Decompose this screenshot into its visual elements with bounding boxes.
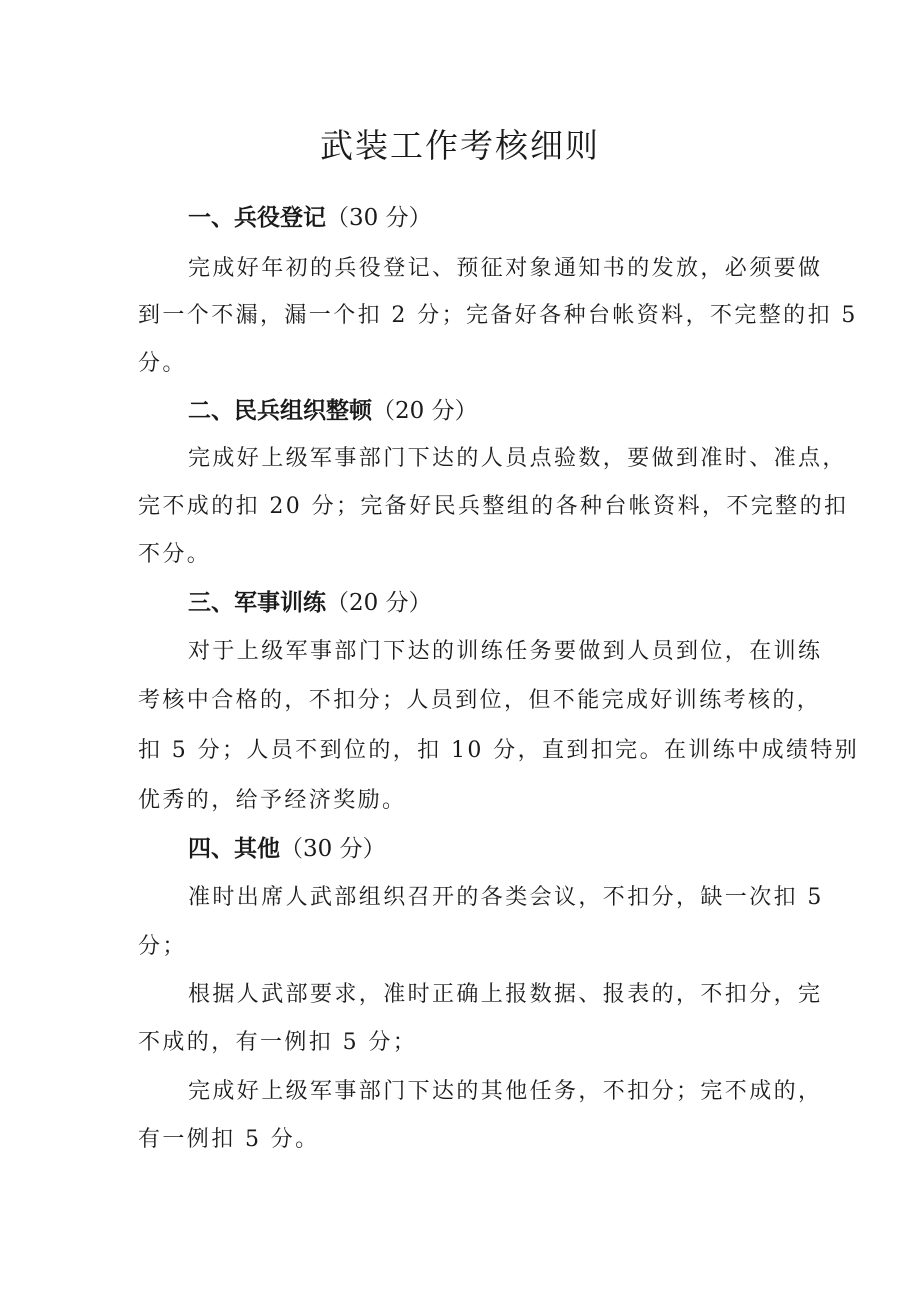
document-title: 武装工作考核细则 [320, 126, 600, 165]
section-heading-4 [188, 834, 386, 864]
section-heading-text: 三、军事训练 [188, 590, 326, 616]
section-heading-1 [188, 203, 432, 233]
paragraph-line: 有一例扣 5 分。 [138, 1127, 320, 1152]
section-heading-text: 二、民兵组织整顿 [188, 398, 372, 424]
section-heading-text: 一、兵役登记 [188, 205, 326, 231]
paragraph-line: 分。 [138, 351, 187, 376]
paragraph-line: 优秀的，给予经济奖励。 [138, 788, 407, 813]
section-score: （20 分） [372, 398, 478, 424]
paragraph-line: 扣 5 分；人员不到位的，扣 10 分，直到扣完。在训练中成绩特别 [138, 738, 860, 763]
paragraph-line: 分； [138, 934, 187, 959]
paragraph-line: 根据人武部要求，准时正确上报数据、报表的，不扣分，完 [188, 982, 823, 1007]
section-score: （30 分） [326, 205, 432, 231]
paragraph-line: 到一个不漏，漏一个扣 2 分；完备好各种台帐资料，不完整的扣 5 [138, 303, 858, 328]
paragraph-line: 完不成的扣 20 分；完备好民兵整组的各种台帐资料，不完整的扣 [138, 494, 849, 519]
section-heading-3 [188, 588, 432, 618]
paragraph-line: 不成的，有一例扣 5 分； [138, 1030, 418, 1055]
paragraph-line: 不分。 [138, 542, 212, 567]
paragraph-line: 对于上级军事部门下达的训练任务要做到人员到位，在训练 [188, 639, 823, 664]
paragraph-line: 准时出席人武部组织召开的各类会议，不扣分，缺一次扣 5 [188, 885, 824, 910]
section-heading-text: 四、其他 [188, 836, 280, 862]
paragraph-line: 考核中合格的，不扣分；人员到位，但不能完成好训练考核的， [138, 688, 822, 713]
section-score: （20 分） [326, 590, 432, 616]
section-heading-2 [188, 396, 478, 426]
paragraph-line: 完成好上级军事部门下达的人员点验数，要做到准时、准点， [188, 446, 847, 471]
paragraph-line: 完成好上级军事部门下达的其他任务，不扣分；完不成的， [188, 1079, 823, 1104]
paragraph-line: 完成好年初的兵役登记、预征对象通知书的发放，必须要做 [188, 256, 823, 281]
section-score: （30 分） [280, 836, 386, 862]
